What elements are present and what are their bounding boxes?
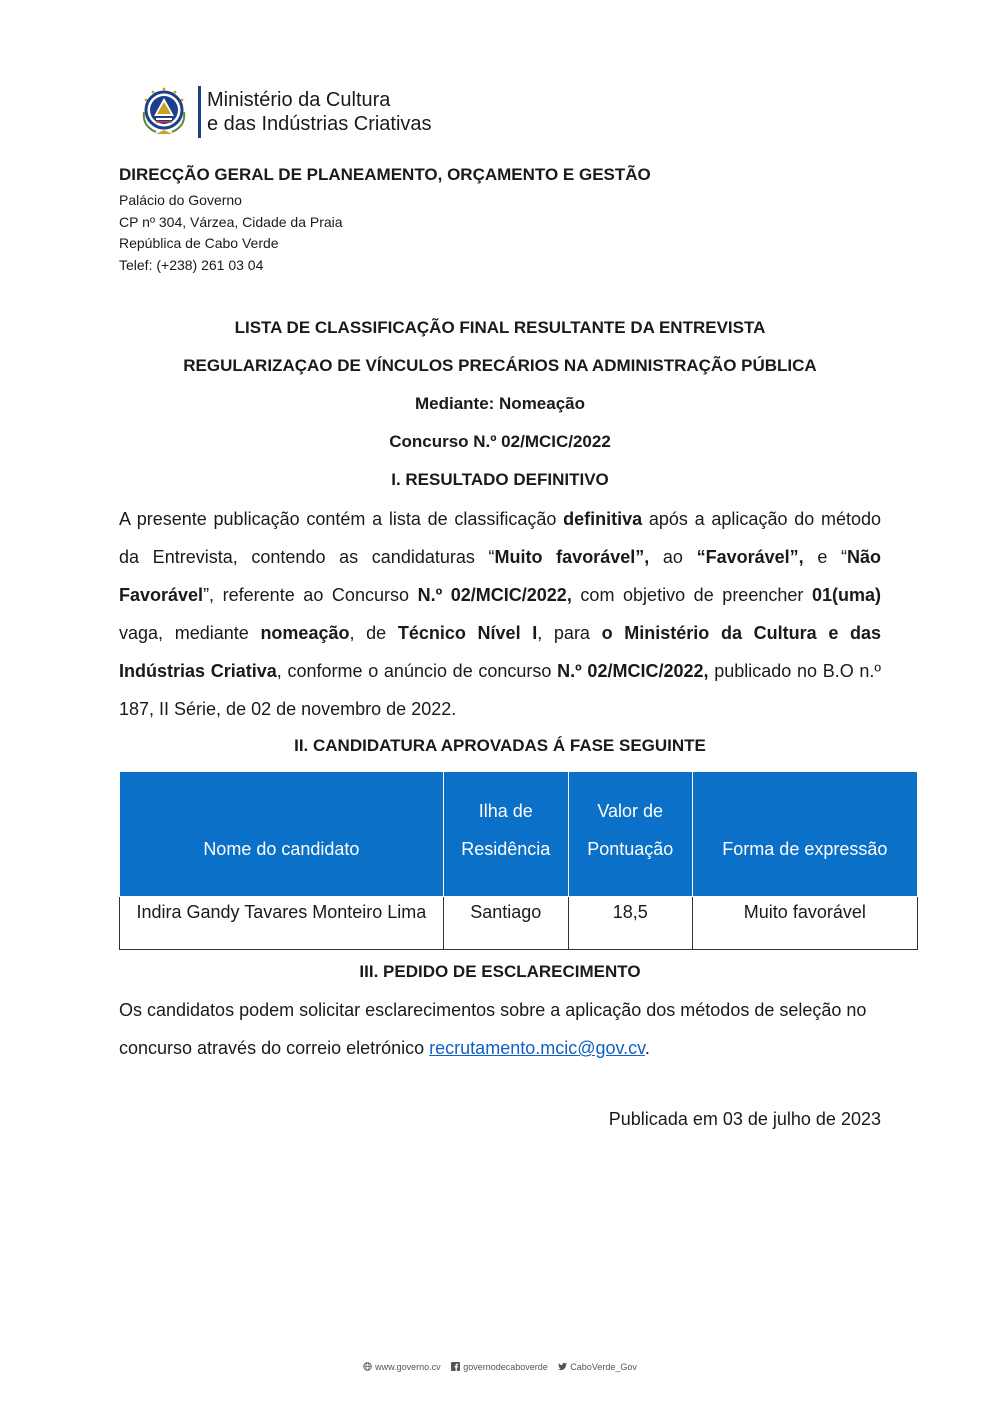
column-header-island: [443, 772, 568, 897]
globe-icon: [363, 1362, 372, 1371]
text-run: .: [644, 1038, 650, 1058]
email-link[interactable]: recrutamento.mcic@gov.cv: [429, 1038, 645, 1058]
footer-website-label: www.governo.cv: [375, 1362, 441, 1372]
header-label: Valor de: [597, 801, 664, 821]
bold-run: “Favorável”,: [696, 547, 804, 567]
text-run: ”, referente ao Concurso: [203, 585, 418, 605]
footer-facebook[interactable]: [451, 1362, 550, 1372]
bold-run: Não Favorável: [119, 547, 882, 605]
text-run: publicado no B.O n.º 187, II Série, de 02 de novembro de 2022.: [119, 661, 881, 719]
ministry-name: [207, 88, 432, 136]
text-run: , de: [349, 623, 398, 643]
bold-run: N.º 02/MCIC/2022,: [417, 585, 572, 605]
page-footer: [0, 1362, 1000, 1372]
publication-date: Publicada em 03 de julho de 2023: [608, 1109, 881, 1129]
cell-island: Santiago: [443, 897, 568, 950]
header-label: Nome do candidato: [203, 839, 360, 859]
text-run: após a aplicação do método da Entrevista, contendo as candidaturas “: [119, 509, 881, 567]
appointment-mode: Mediante: Nomeação: [414, 394, 586, 413]
ministry-name-line2: e das Indústrias Criativas: [207, 113, 432, 135]
bold-run: definitiva: [563, 509, 643, 529]
text-run: com objetivo de preencher: [571, 585, 812, 605]
document-title: LISTA DE CLASSIFICAÇÃO FINAL RESULTANTE DA ENTREVISTA: [234, 318, 766, 337]
text-run: , conforme o anúncio de concurso: [276, 661, 558, 681]
result-paragraph: [119, 500, 881, 728]
footer-twitter-label: CaboVerde_Gov: [570, 1362, 637, 1372]
text-run: , para: [537, 623, 602, 643]
footer-website[interactable]: [363, 1362, 443, 1372]
text-run: ao: [649, 547, 697, 567]
footer-twitter[interactable]: [558, 1362, 637, 1372]
department-name: DIRECÇÃO GERAL DE PLANEAMENTO, ORÇAMENTO E GESTÃO: [119, 165, 651, 184]
header-label: Residência: [461, 839, 551, 859]
section-heading-clarification: III. PEDIDO DE ESCLARECIMENTO: [359, 962, 641, 981]
column-header-expression: [692, 772, 917, 897]
address-block: [119, 165, 651, 276]
column-header-score: [568, 772, 692, 897]
address-line: Palácio do Governo: [119, 192, 242, 208]
ministry-logo: [134, 82, 432, 142]
table-header-row: [120, 772, 918, 897]
bold-run: o Ministério da Cultura e das Indústrias Criativa: [119, 623, 882, 681]
text-run: A presente publicação contém a lista de classificação: [119, 509, 564, 529]
contest-number: Concurso N.º 02/MCIC/2022: [389, 432, 611, 451]
bold-run: Muito favorável”,: [494, 547, 650, 567]
bold-run: Técnico Nível I: [397, 623, 538, 643]
header-label: Pontuação: [587, 839, 674, 859]
address-line: República de Cabo Verde: [119, 235, 279, 251]
document-subtitle: REGULARIZAÇAO DE VÍNCULOS PRECÁRIOS NA ADMINISTRAÇÃO PÚBLICA: [183, 356, 817, 375]
cell-expression: Muito favorável: [692, 897, 917, 950]
bold-run: nomeação: [260, 623, 350, 643]
facebook-icon: [451, 1362, 460, 1371]
address-line: CP nº 304, Várzea, Cidade da Praia: [119, 213, 343, 230]
logo-divider: [198, 86, 201, 138]
clarification-paragraph: [119, 991, 881, 1067]
text-run: e “: [803, 547, 847, 567]
bold-run: 01(uma): [811, 585, 881, 605]
header-label: Ilha de: [478, 801, 533, 821]
cell-score: 18,5: [568, 897, 692, 950]
twitter-icon: [558, 1362, 567, 1371]
candidates-table: [119, 771, 918, 950]
column-header-name: [120, 772, 444, 897]
footer-facebook-label: governodecaboverde: [463, 1362, 548, 1372]
section-heading-result: I. RESULTADO DEFINITIVO: [391, 470, 609, 489]
text-run: Os candidatos podem solicitar esclarecimentos sobre a aplicação dos métodos de seleção no concurso através do correio eletrónico: [119, 1000, 867, 1058]
section-heading-approved: II. CANDIDATURA APROVADAS Á FASE SEGUINTE: [294, 736, 706, 755]
table-row: [120, 897, 918, 950]
address-phone: Telef: (+238) 261 03 04: [119, 256, 264, 273]
cell-candidate-name: Indira Gandy Tavares Monteiro Lima: [120, 897, 444, 950]
bold-run: N.º 02/MCIC/2022,: [557, 661, 709, 681]
coat-of-arms-icon: [134, 82, 194, 142]
header-label: Forma de expressão: [722, 839, 888, 859]
ministry-name-line1: Ministério da Cultura: [207, 89, 391, 111]
text-run: vaga, mediante: [119, 623, 261, 643]
